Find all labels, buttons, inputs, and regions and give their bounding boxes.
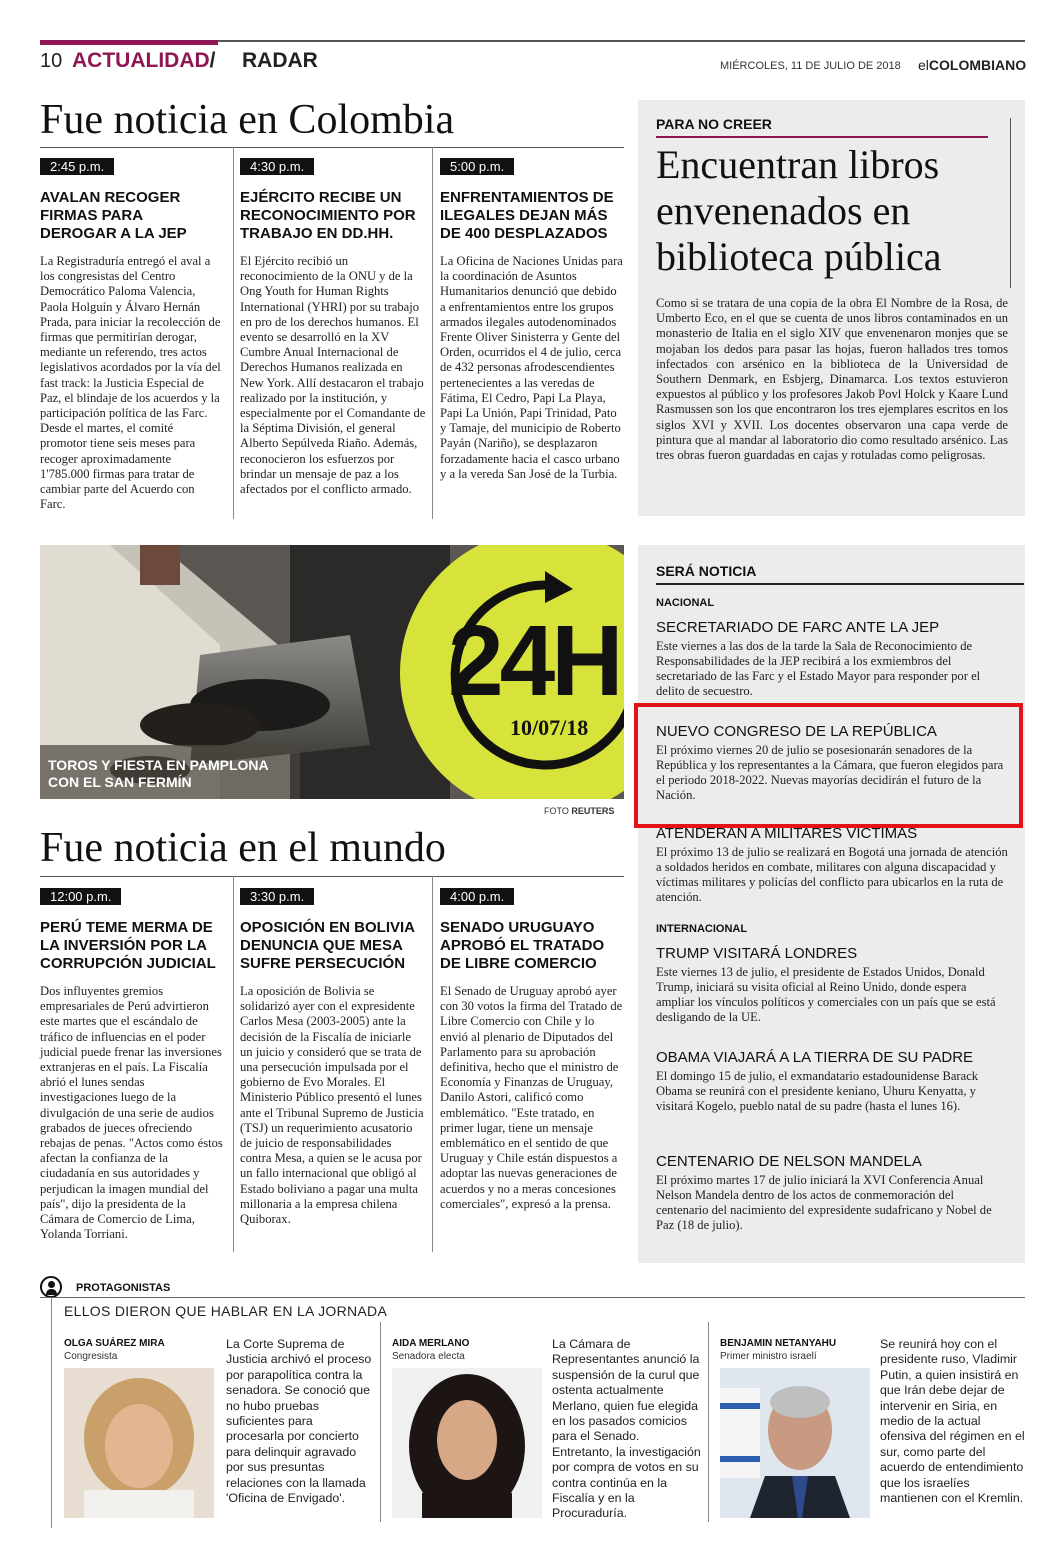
national-kicker: NACIONAL [656,597,715,609]
mundo-story-2 [240,888,426,1227]
mundo-story-3 [440,888,624,1212]
person-text: La Corte Suprema de Justicia archivó el proceso por parapolítica contra la senadora. Se conoció que no hubo pruebas suficientes para procesarla por concierto para delinquir agravado por sus presuntas relaciones con la llamada 'Oficina de Envigado'. [226,1337,372,1506]
column-divider [380,1322,381,1522]
international-kicker: INTERNACIONAL [656,923,748,935]
person-role: Primer ministro israelí [720,1351,817,1362]
protagonistas-rule [40,1297,1025,1298]
section-label: ACTUALIDAD [72,49,210,72]
colombia-top-rule [40,147,624,148]
24h-badge-text: 24H [448,605,620,717]
highlight-box [634,703,1023,828]
photo-credit [544,806,614,816]
person-name: OLGA SUÁREZ MIRA [64,1338,165,1349]
story-body: La oposición de Bolivia se solidarizó ayer con el expresidente Carlos Mesa (2003-2005) ante la decisión de la Fiscalía de iniciarle un juicio y consideró que se trata de una persecución impulsada por el gobierno de Evo Morales. El Ministerio Público presentó el lunes ante el Tribunal Supremo de Justicia (TSJ) un requerimiento acusatorio de juicio de responsabilidades contra Mesa, a quien se le acusa por un fallo internacional que obligó al Estado boliviano a pagar una multa millonaria a la empresa chilena Quiborax. [240,984,424,1227]
photo-caption [48,757,269,791]
story-headline: ENFRENTAMIENTOS DE ILEGALES DEJAN MÁS DE 400 DESPLAZADOS [440,189,614,242]
time-badge: 2:45 p.m. [40,158,114,175]
page-number: 10 [40,50,63,72]
story-body: La Oficina de Naciones Unidas para la coordinación de Asuntos Humanitarios denunció que debido a enfrentamientos entre los grupos armados ilegales autodenominados Frente Oliver Sinisterra y Gente del Orden, ocurridos el 4 de julio, cerca de 432 personas afrodescendientes pertenecientes a las veredas de Fátima, El Cedro, Papi La Playa, Papi La Unión, Papi Trinidad, Pato y Tamaje, del municipio de Roberto Payán (Nariño), se desplazaron forzadamente hacia el casco urbano y a la vereda San José de la Turbia. [440,254,623,481]
para-no-creer-title: Encuentran libros envenenados en biblioteca pública [656,142,942,279]
item-title: CENTENARIO DE NELSON MANDELA [656,1153,922,1170]
panel-accent-rule [656,136,988,138]
section-separator: / [209,49,216,72]
person-text: La Cámara de Representantes anunció la suspensión de la curul que ostenta actualmente Merlano, quien fue elegida en los pasados comicios para el Senado. Entretanto, la investigación por compra de votos en su contra continúa en la Fiscalía y en la Procuraduría. [552,1337,701,1521]
sera-noticia-item [656,825,1008,905]
person-role: Congresista [64,1351,118,1362]
pamplona-photo [40,545,624,799]
protagonistas-label: PROTAGONISTAS [76,1282,171,1294]
person-photo [64,1368,214,1518]
column-divider [432,876,433,1252]
person-photo [720,1368,870,1518]
story-body: Dos influyentes gremios empresariales de Perú advirtieron este martes que el escándalo de tráfico de influencias en el poder judicial puede frenar las inversiones extranjeras en el país. La Fiscalía abrió el lunes sendas investigaciones luego de la divulgación de una serie de audios grabados de jueces ofreciendo rebajas de penas. "Actos como éstos afectan la confianza de la ciudadanía en sus autoridades y perjudican la imagen mundial del país", dijo la presidenta de la Cámara de Comercio de Lima, Yolanda Torriani. [40,984,223,1242]
protagonistas-side-rule [51,1298,52,1528]
portrait-illustration [720,1368,870,1518]
column-divider [708,1322,709,1522]
brand-name: COLOMBIANO [928,57,1027,73]
portrait-illustration [392,1368,542,1518]
item-body: El próximo 13 de julio se realizará en Bogotá una jornada de atención a soldados heridos en combate, militares con alguna discapacidad y víctimas militares y policías del conflicto para ubicarlos en la ruta de atención. [656,845,1008,904]
portrait-illustration [64,1368,214,1518]
issue-date: MIÉRCOLES, 11 DE JULIO DE 2018 [720,60,901,72]
sera-noticia-panel [638,545,1025,1263]
sera-noticia-item [656,945,1008,1025]
item-title: TRUMP VISITARÁ LONDRES [656,945,858,962]
person-name: BENJAMIN NETANYAHU [720,1338,837,1349]
colombia-story-3 [440,158,624,482]
item-body: Este viernes a las dos de la tarde la Sala de Reconocimiento de Responsabilidades de la JEP recibirá a los exmiembros del secretariado de las Farc y el Estado Mayor para responder por el delito de secuestro. [656,639,981,698]
story-body: La Registraduría entregó el aval a los congresistas del Centro Democrático Paloma Valencia, Paola Holguín y Álvaro Hernán Prada, para iniciar la recolección de firmas que permitirían derogar, mediante un referendo, tres actos legislativos acordados por la vía del fast track: la Justicia Especial de Paz, el blindaje de los acuerdos y la participación política de las Farc. Desde el martes, el comité promotor tiene seis meses para recoger aproximadamente 1'785.000 firmas para tratar de cambiar parte del Acuerdo con Farc. [40,254,221,512]
person-icon [40,1276,62,1298]
story-headline: OPOSICIÓN EN BOLIVIA DENUNCIA QUE MESA SUFRE PERSECUCIÓN [240,919,415,972]
photo-credit-name: REUTERS [571,806,615,816]
protagonistas-subtitle: ELLOS DIERON QUE HABLAR EN LA JORNADA [64,1303,388,1319]
colombia-section-title: Fue noticia en Colombia [40,97,455,143]
item-body: El próximo viernes 20 de julio se posesionarán senadores de la República y los representantes a la Cámara, que fueron elegidos para el periodo 2018-2022. Nuevas mayorías decidirán el futuro de la Nación. [656,743,1004,802]
mundo-section-title: Fue noticia en el mundo [40,825,446,871]
para-no-creer-body: Como si se tratara de una copia de la obra El Nombre de la Rosa, de Umberto Eco, en el que se cuenta de unos libros contaminados en un monasterio de Italia en el siglo XIV que envenenaron monjes que se mojaban los dedos para pasar las hojas, fueron hallados tres tomos infectados con arsénico en la biblioteca de la Universidad de Southern Denmark, en Esbjerg, Dinamarca. Los textos estuvieron expuestos al público y los profesores Jakob Povl Holck y Kaare Lund Rasmussen son los que encontraron los tres ejemplares escritos en los siglos XVI y XVII. Los docentes observaron una capa verde de pintura que al mandar al laboratorio dio como resultado arsénico. Las tres obras fueron guardadas en cajas y rotuladas como peligrosas. [656,296,1008,463]
item-body: El domingo 15 de julio, el exmandatario estadounidense Barack Obama se reunirá con el presidente keniano, Uhuru Kenyatta, y visitará Kogelo, pueblo natal de su padre (hasta el lunes 16). [656,1069,979,1113]
item-title: SECRETARIADO DE FARC ANTE LA JEP [656,619,940,636]
story-headline: SENADO URUGUAYO APROBÓ EL TRATADO DE LIBRE COMERCIO [440,919,605,972]
story-headline: EJÉRCITO RECIBE UN RECONOCIMIENTO POR TRABAJO EN DD.HH. [240,189,416,242]
story-headline: PERÚ TEME MERMA DE LA INVERSIÓN POR LA CORRUPCIÓN JUDICIAL [40,919,216,972]
person-photo [392,1368,542,1518]
person-name: AIDA MERLANO [392,1338,470,1349]
time-badge: 12:00 p.m. [40,888,121,905]
subsection-name: RADAR [242,49,318,72]
time-badge: 3:30 p.m. [240,888,314,905]
brand-logo [918,57,1026,73]
time-badge: 4:00 p.m. [440,888,514,905]
column-divider [432,147,433,519]
time-badge: 5:00 p.m. [440,158,514,175]
story-body: El Ejército recibió un reconocimiento de la ONU y de la Ong Youth for Human Rights International (YHRI) por su trabajo en pro de los derechos humanos. El evento se desarrolló en la XV Cumbre Anual Internacional de Derechos Humanos realizada en New York. Allí destacaron el trabajo realizado por la institución, y especialmente por el Comandante de la Séptima División, el general Alberto Sepúlveda Riaño. Además, reconocieron los esfuerzos por brindar un mensaje de paz a los afectados por el conflicto armado. [240,254,426,497]
para-no-creer-panel [638,100,1025,516]
item-title: NUEVO CONGRESO DE LA REPÚBLICA [656,723,937,740]
section-name [72,49,216,73]
brand-prefix: el [918,57,929,73]
sera-noticia-item [656,1049,1008,1114]
panel-side-rule [1010,118,1011,288]
time-badge: 4:30 p.m. [240,158,314,175]
person-role: Senadora electa [392,1351,465,1362]
photo-caption-line-1: TOROS Y FIESTA EN PAMPLONA [48,757,269,773]
item-body: El próximo martes 17 de julio iniciará la XVI Conferencia Anual Nelson Mandela dentro de los actos de conmemoración del centenario del nacimiento del expresidente sudafricano y Nobel de Paz (18 de julio). [656,1173,992,1232]
sera-noticia-label: SERÁ NOTICIA [656,563,757,579]
person-text: Se reunirá hoy con el presidente ruso, Vladimir Putin, a quien insistirá en que Irán debe dejar de intervenir en Siria, en medio de la actual ofensiva del régimen en el sur, como parte del acuerdo de entendimiento que los israelíes mantienen con el Kremlin. [880,1337,1025,1506]
para-no-creer-label: PARA NO CREER [656,116,772,132]
item-body: Este viernes 13 de julio, el presidente de Estados Unidos, Donald Trump, iniciará su visita oficial al Reino Unido, donde espera ampliar los vínculos políticos y comerciales con un país que se está desligando de la UE. [656,965,996,1024]
mundo-top-rule [40,876,624,877]
header-accent-bar [40,40,218,45]
sera-noticia-item [656,619,1008,699]
sera-noticia-item [656,1153,1008,1233]
item-title: OBAMA VIAJARÁ A LA TIERRA DE SU PADRE [656,1049,974,1066]
column-divider [233,147,234,519]
colombia-story-2 [240,158,426,497]
story-body: El Senado de Uruguay aprobó ayer con 30 votos la firma del Tratado de Libre Comercio con Chile y lo envió al plenario de Diputados del Parlamento para su aprobación definitiva, hecho que el ministro de Economía y Finanzas de Uruguay, Danilo Astori, calificó como emblemático. "Este tratado, en primer lugar, tiene un mensaje emblemático en el sentido de que Uruguay y Chile están dispuestos a adoptar las nuevas generaciones de acuerdos y no a meras concesiones comerciales", expresó a la prensa. [440,984,623,1211]
photo-caption-line-2: CON EL SAN FERMÍN [48,774,192,790]
24h-badge-date: 10/07/18 [510,715,589,740]
panel-rule [656,583,1024,585]
item-title: ATENDERÁN A MILITARES VÍCTIMAS [656,825,918,842]
photo-credit-prefix: FOTO [544,806,569,816]
colombia-story-1 [40,158,223,512]
story-headline: AVALAN RECOGER FIRMAS PARA DEROGAR A LA JEP [40,189,187,242]
mundo-story-1 [40,888,223,1242]
column-divider [233,876,234,1252]
